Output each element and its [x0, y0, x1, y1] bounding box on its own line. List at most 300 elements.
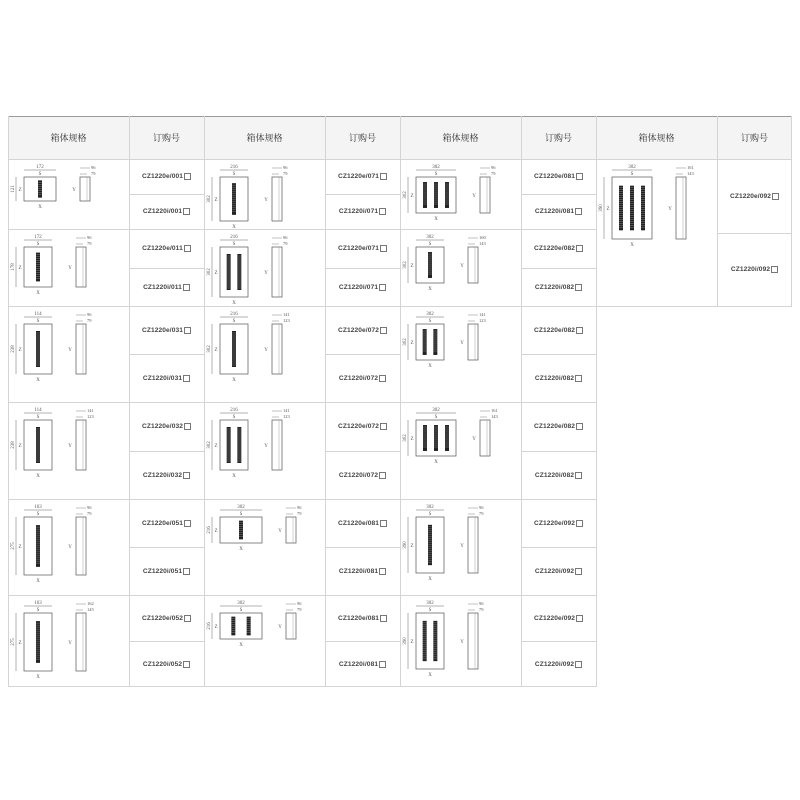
side-view-outline	[468, 613, 478, 669]
order-code-i	[325, 354, 400, 402]
axis-label-y: Y	[460, 640, 464, 645]
front-view-outline	[416, 324, 444, 360]
depth-dimension-label: 162	[87, 601, 94, 606]
axis-label-s: S	[428, 319, 432, 324]
height-dimension-label: 216	[207, 622, 212, 630]
checkbox-icon	[183, 284, 190, 291]
axis-label-z: Z	[606, 207, 610, 212]
axis-label-s: S	[428, 242, 432, 247]
din-rail-module	[232, 331, 236, 367]
side-view-outline	[80, 177, 90, 201]
axis-label-x: X	[38, 205, 42, 210]
axis-label-y: Y	[68, 348, 72, 353]
side-view-outline	[468, 247, 478, 283]
axis-label-s: S	[239, 512, 243, 517]
enclosure-dimension-drawing	[8, 159, 129, 229]
axis-label-y: Y	[278, 625, 282, 630]
axis-label-s: S	[232, 319, 236, 324]
order-code-text: CZ1220e/082	[533, 423, 576, 430]
order-code-text: CZ1220i/082	[534, 471, 575, 479]
order-code-text: CZ1220i/052	[142, 660, 183, 668]
order-code-text: CZ1220i/081	[338, 567, 379, 575]
order-code-e	[129, 595, 204, 641]
side-view-outline	[76, 420, 86, 470]
depth-dimension-label: 96	[87, 505, 92, 510]
order-code-text: CZ1220i/032	[142, 471, 183, 479]
axis-label-z: Z	[214, 625, 218, 630]
axis-label-y: Y	[68, 545, 72, 550]
height-dimension-label: 302	[207, 195, 212, 203]
order-code-text: CZ1220e/001	[141, 173, 184, 180]
inner-depth-dimension-label: 79	[491, 171, 496, 176]
order-code-e	[325, 306, 400, 354]
order-code-text: CZ1220i/081	[338, 660, 379, 668]
width-dimension-label: 163	[34, 601, 42, 606]
width-dimension-label: 302	[237, 505, 245, 510]
width-dimension-label: 302	[628, 165, 636, 170]
enclosure-dimension-drawing	[204, 402, 325, 499]
header-order-2: 订购号	[348, 134, 376, 144]
din-rail-module	[38, 180, 42, 197]
axis-label-s: S	[428, 512, 432, 517]
axis-label-z: Z	[18, 641, 22, 646]
depth-dimension-label: 96	[297, 505, 302, 510]
depth-dimension-label: 141	[283, 312, 290, 317]
width-dimension-label: 302	[426, 235, 434, 240]
axis-label-x: X	[36, 291, 40, 296]
axis-label-s: S	[434, 415, 438, 420]
axis-label-y: Y	[460, 544, 464, 549]
checkbox-icon	[184, 327, 191, 334]
order-code-text: CZ1220e/081	[337, 519, 380, 527]
order-code-i	[129, 641, 204, 687]
order-code-text: CZ1220i/051	[142, 567, 183, 575]
width-dimension-label: 216	[230, 235, 238, 240]
checkbox-icon	[380, 423, 387, 430]
checkbox-icon	[771, 266, 778, 273]
checkbox-icon	[379, 375, 386, 382]
order-code-text: CZ1220e/032	[141, 423, 184, 430]
din-rail-module	[434, 182, 438, 208]
side-view-outline	[76, 613, 86, 671]
order-code-i	[521, 451, 596, 499]
axis-label-z: Z	[410, 437, 414, 442]
checkbox-icon	[184, 615, 191, 622]
order-code-text: CZ1220e/071	[337, 173, 380, 180]
checkbox-icon	[576, 327, 583, 334]
order-code-i	[521, 641, 596, 687]
axis-label-y: Y	[68, 266, 72, 271]
axis-label-z: Z	[214, 271, 218, 276]
axis-label-s: S	[239, 608, 243, 613]
axis-label-x: X	[434, 217, 438, 222]
axis-label-y: Y	[668, 207, 672, 212]
din-rail-module	[433, 621, 437, 661]
depth-dimension-label: 141	[87, 408, 94, 413]
side-view-outline	[480, 177, 490, 213]
enclosure-dimension-drawing	[8, 306, 129, 402]
axis-label-z: Z	[410, 264, 414, 269]
axis-label-z: Z	[18, 444, 22, 449]
checkbox-icon	[576, 423, 583, 430]
axis-label-x: X	[36, 675, 40, 680]
axis-label-y: Y	[460, 341, 464, 346]
din-rail-module	[434, 425, 438, 451]
din-rail-module	[239, 521, 243, 540]
height-dimension-label: 238	[11, 441, 16, 449]
height-dimension-label: 302	[403, 434, 408, 442]
din-rail-module	[247, 617, 251, 636]
checkbox-icon	[184, 173, 191, 180]
enclosure-dimension-drawing	[204, 595, 325, 687]
depth-dimension-label: 141	[283, 408, 290, 413]
depth-dimension-label: 96	[87, 235, 92, 240]
width-dimension-label: 163	[34, 505, 42, 510]
inner-depth-dimension-label: 79	[87, 241, 92, 246]
axis-label-z: Z	[214, 529, 218, 534]
checkbox-icon	[575, 284, 582, 291]
axis-label-x: X	[428, 287, 432, 292]
order-code-text: CZ1220e/052	[141, 614, 184, 622]
depth-dimension-label: 96	[283, 235, 288, 240]
order-code-text: CZ1220e/072	[337, 326, 380, 334]
depth-dimension-label: 161	[491, 408, 498, 413]
axis-label-s: S	[232, 172, 236, 177]
order-code-e	[129, 402, 204, 451]
order-code-i	[129, 354, 204, 402]
order-code-text: CZ1220e/082	[533, 245, 576, 252]
side-view-outline	[286, 613, 296, 639]
din-rail-module	[423, 329, 427, 355]
order-code-i	[717, 233, 792, 306]
din-rail-module	[227, 427, 231, 463]
order-code-e	[521, 159, 596, 194]
din-rail-module	[445, 182, 449, 208]
enclosure-dimension-drawing	[8, 499, 129, 595]
inner-depth-dimension-label: 79	[283, 241, 288, 246]
order-code-e	[325, 229, 400, 268]
inner-depth-dimension-label: 79	[283, 171, 288, 176]
order-code-i	[325, 268, 400, 306]
axis-label-z: Z	[214, 348, 218, 353]
enclosure-dimension-drawing	[400, 159, 521, 229]
enclosure-dimension-drawing	[400, 499, 521, 595]
order-code-i	[325, 547, 400, 595]
axis-label-s: S	[434, 172, 438, 177]
order-code-text: CZ1220i/082	[534, 374, 575, 382]
order-code-i	[521, 547, 596, 595]
width-dimension-label: 302	[426, 505, 434, 510]
din-rail-module	[428, 252, 432, 278]
inner-depth-dimension-label: 145	[87, 607, 94, 612]
height-dimension-label: 178	[11, 263, 16, 271]
checkbox-icon	[575, 375, 582, 382]
enclosure-dimension-drawing	[204, 159, 325, 229]
height-dimension-label: 275	[11, 542, 16, 550]
depth-dimension-label: 141	[479, 312, 486, 317]
front-view-outline	[220, 247, 248, 297]
depth-dimension-label: 96	[283, 165, 288, 170]
depth-dimension-label: 160	[479, 235, 486, 240]
axis-label-z: Z	[18, 545, 22, 550]
side-view-outline	[76, 247, 86, 287]
order-code-text: CZ1220i/092	[534, 567, 575, 575]
axis-label-z: Z	[214, 444, 218, 449]
order-code-e	[129, 159, 204, 194]
inner-depth-dimension-label: 79	[87, 511, 92, 516]
checkbox-icon	[576, 615, 583, 622]
enclosure-dimension-drawing	[400, 306, 521, 402]
side-view-outline	[272, 177, 282, 221]
order-code-text: CZ1220i/082	[534, 283, 575, 291]
order-code-text: CZ1220i/081	[534, 208, 575, 215]
header-spec-2: 箱体规格	[246, 134, 283, 144]
order-code-text: CZ1220e/092	[533, 614, 576, 622]
inner-depth-dimension-label: 123	[479, 318, 486, 323]
order-code-text: CZ1220e/072	[337, 423, 380, 430]
inner-depth-dimension-label: 79	[479, 607, 484, 612]
order-code-text: CZ1220i/031	[142, 374, 183, 382]
order-code-text: CZ1220e/011	[142, 245, 183, 252]
axis-label-y: Y	[278, 529, 282, 534]
axis-label-x: X	[232, 225, 236, 230]
inner-depth-dimension-label: 79	[91, 171, 96, 176]
axis-label-y: Y	[72, 188, 76, 193]
side-view-outline	[76, 517, 86, 575]
depth-dimension-label: 96	[91, 165, 96, 170]
front-view-outline	[220, 420, 248, 470]
axis-label-s: S	[232, 242, 236, 247]
axis-label-y: Y	[472, 437, 476, 442]
depth-dimension-label: 96	[87, 312, 92, 317]
width-dimension-label: 216	[230, 408, 238, 413]
enclosure-dimension-drawing	[400, 402, 521, 499]
inner-depth-dimension-label: 143	[479, 241, 486, 246]
enclosure-dimension-drawing	[8, 229, 129, 306]
height-dimension-label: 275	[11, 638, 16, 646]
inner-depth-dimension-label: 123	[283, 318, 290, 323]
order-code-text: CZ1220i/072	[338, 374, 379, 382]
order-code-i	[129, 547, 204, 595]
depth-dimension-label: 161	[687, 165, 694, 170]
enclosure-dimension-drawing	[400, 229, 521, 306]
side-view-outline	[480, 420, 490, 456]
axis-label-x: X	[36, 474, 40, 479]
width-dimension-label: 114	[34, 312, 42, 317]
enclosure-dimension-drawing	[8, 402, 129, 499]
height-dimension-label: 302	[403, 191, 408, 199]
side-view-outline	[76, 324, 86, 374]
front-view-outline	[220, 613, 262, 639]
din-rail-module	[232, 183, 236, 215]
axis-label-z: Z	[18, 348, 22, 353]
axis-label-y: Y	[68, 444, 72, 449]
inner-depth-dimension-label: 123	[283, 414, 290, 419]
enclosure-dimension-drawing	[204, 229, 325, 306]
order-code-i	[129, 268, 204, 306]
height-dimension-label: 302	[207, 268, 212, 276]
enclosure-dimension-drawing	[8, 595, 129, 687]
inner-depth-dimension-label: 79	[479, 511, 484, 516]
order-code-e	[717, 159, 792, 233]
checkbox-icon	[379, 472, 386, 479]
checkbox-icon	[379, 661, 386, 668]
side-view-outline	[286, 517, 296, 543]
checkbox-icon	[183, 568, 190, 575]
order-code-text: CZ1220e/071	[337, 245, 380, 252]
din-rail-module	[36, 621, 40, 663]
axis-label-s: S	[428, 608, 432, 613]
order-code-e	[325, 499, 400, 547]
order-code-e	[325, 159, 400, 194]
order-code-e	[521, 229, 596, 268]
din-rail-module	[641, 186, 645, 231]
height-dimension-label: 390	[403, 637, 408, 645]
checkbox-icon	[183, 375, 190, 382]
checkbox-icon	[575, 661, 582, 668]
checkbox-icon	[183, 208, 190, 215]
checkbox-icon	[380, 245, 387, 252]
side-view-outline	[468, 517, 478, 573]
header-order-3: 订购号	[544, 134, 572, 144]
order-code-e	[325, 595, 400, 641]
width-dimension-label: 302	[426, 601, 434, 606]
inner-depth-dimension-label: 123	[87, 414, 94, 419]
order-code-i	[129, 194, 204, 229]
checkbox-icon	[575, 208, 582, 215]
axis-label-y: Y	[264, 444, 268, 449]
din-rail-module	[630, 186, 634, 231]
order-code-e	[129, 499, 204, 547]
width-dimension-label: 302	[426, 312, 434, 317]
order-code-i	[129, 451, 204, 499]
width-dimension-label: 302	[432, 408, 440, 413]
din-rail-module	[428, 525, 432, 565]
axis-label-y: Y	[264, 348, 268, 353]
height-dimension-label: 390	[599, 204, 604, 212]
checkbox-icon	[575, 568, 582, 575]
din-rail-module	[36, 331, 40, 367]
order-code-text: CZ1220i/092	[534, 660, 575, 668]
checkbox-icon	[184, 423, 191, 430]
axis-label-z: Z	[18, 266, 22, 271]
din-rail-module	[237, 427, 241, 463]
axis-label-y: Y	[264, 198, 268, 203]
height-dimension-label: 238	[11, 345, 16, 353]
width-dimension-label: 172	[36, 165, 44, 170]
enclosure-dimension-drawing	[204, 499, 325, 595]
din-rail-module	[237, 254, 241, 290]
axis-label-y: Y	[68, 641, 72, 646]
checkbox-icon	[575, 472, 582, 479]
side-view-outline	[272, 247, 282, 297]
order-code-text: CZ1220i/001	[142, 208, 183, 215]
height-dimension-label: 302	[403, 338, 408, 346]
axis-label-x: X	[428, 364, 432, 369]
axis-label-z: Z	[410, 194, 414, 199]
order-code-e	[521, 499, 596, 547]
order-code-e	[521, 306, 596, 354]
order-code-e	[521, 402, 596, 451]
axis-label-s: S	[36, 242, 40, 247]
header-spec-3: 箱体规格	[442, 134, 479, 144]
checkbox-icon	[379, 284, 386, 291]
height-dimension-label: 302	[207, 441, 212, 449]
din-rail-module	[227, 254, 231, 290]
din-rail-module	[423, 621, 427, 661]
axis-label-x: X	[428, 673, 432, 678]
order-code-e	[129, 306, 204, 354]
header-spec-4: 箱体规格	[638, 134, 675, 144]
depth-dimension-label: 96	[297, 601, 302, 606]
din-rail-module	[423, 182, 427, 208]
order-code-text: CZ1220i/092	[730, 266, 771, 273]
width-dimension-label: 216	[230, 312, 238, 317]
front-view-outline	[416, 613, 444, 669]
axis-label-x: X	[36, 378, 40, 383]
axis-label-s: S	[36, 319, 40, 324]
order-code-text: CZ1220i/071	[338, 283, 379, 291]
din-rail-module	[36, 253, 40, 282]
checkbox-icon	[380, 327, 387, 334]
axis-label-x: X	[232, 378, 236, 383]
axis-label-z: Z	[214, 198, 218, 203]
axis-label-x: X	[630, 243, 634, 248]
order-code-i	[521, 268, 596, 306]
enclosure-dimension-drawing	[596, 159, 717, 306]
width-dimension-label: 172	[34, 235, 42, 240]
height-dimension-label: 121	[11, 185, 16, 193]
checkbox-icon	[380, 615, 387, 622]
axis-label-s: S	[38, 172, 42, 177]
width-dimension-label: 302	[237, 601, 245, 606]
axis-label-y: Y	[460, 264, 464, 269]
axis-label-x: X	[232, 301, 236, 306]
axis-label-z: Z	[410, 341, 414, 346]
side-view-outline	[272, 324, 282, 374]
checkbox-icon	[184, 520, 191, 527]
checkbox-icon	[183, 661, 190, 668]
enclosure-dimension-drawing	[400, 595, 521, 687]
height-dimension-label: 390	[403, 541, 408, 549]
din-rail-module	[433, 329, 437, 355]
checkbox-icon	[184, 245, 191, 252]
axis-label-s: S	[630, 172, 634, 177]
height-dimension-label: 302	[207, 345, 212, 353]
inner-depth-dimension-label: 143	[491, 414, 498, 419]
checkbox-icon	[772, 193, 779, 200]
axis-label-s: S	[232, 415, 236, 420]
order-code-text: CZ1220i/072	[338, 471, 379, 479]
checkbox-icon	[380, 520, 387, 527]
checkbox-icon	[183, 472, 190, 479]
order-code-e	[521, 595, 596, 641]
din-rail-module	[619, 186, 623, 231]
order-code-text: CZ1220i/071	[338, 208, 379, 215]
order-code-e	[325, 402, 400, 451]
checkbox-icon	[576, 173, 583, 180]
din-rail-module	[231, 617, 235, 636]
product-spec-table	[8, 116, 792, 687]
depth-dimension-label: 96	[479, 505, 484, 510]
side-view-outline	[272, 420, 282, 470]
order-code-text: CZ1220i/011	[143, 283, 182, 291]
axis-label-z: Z	[18, 188, 22, 193]
inner-depth-dimension-label: 143	[687, 171, 694, 176]
height-dimension-label: 216	[207, 526, 212, 534]
width-dimension-label: 114	[34, 408, 42, 413]
axis-label-x: X	[232, 474, 236, 479]
